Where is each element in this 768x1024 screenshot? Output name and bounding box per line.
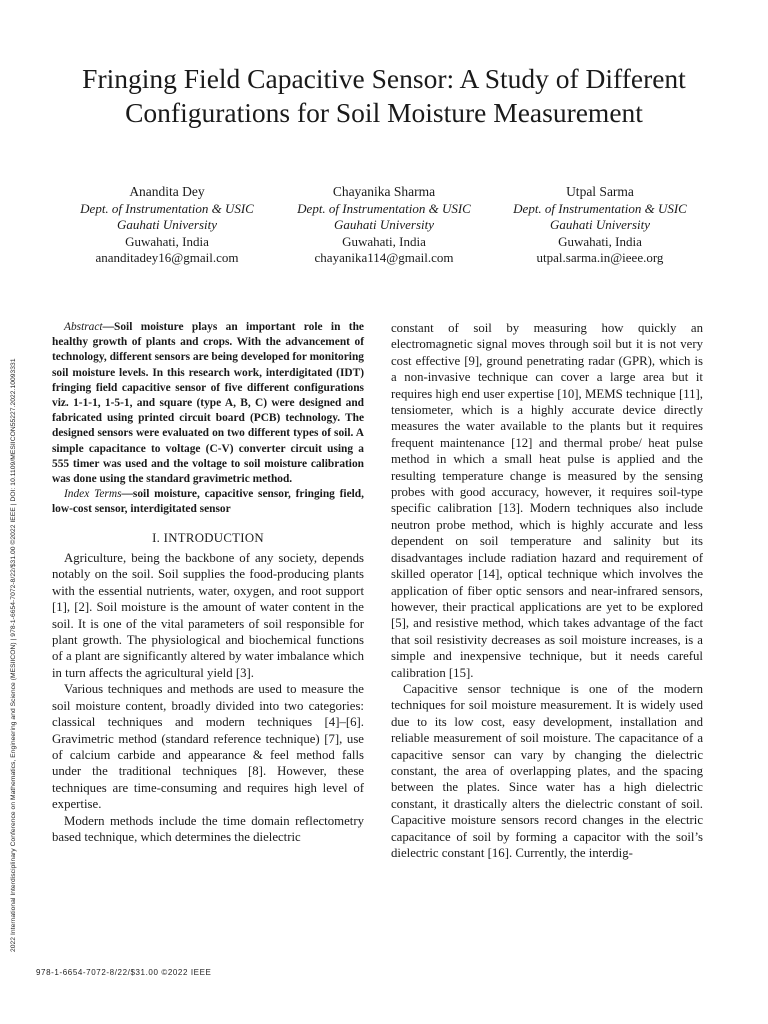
author-email: utpal.sarma.in@ieee.org (536, 250, 664, 265)
author-university: Gauhati University (333, 217, 434, 232)
body-paragraph: constant of soil by measuring how quickly an electromagnetic signal moves through soil but it is not very cost effective [9], ground penetrating radar (GPR), which is a non-invasive technique can cover a large area but it requires high end user expertise [10], MEMS technique [11], tensiometer, which is a highly accurate device directly measures the water available to the plants but it requires frequent maintenance [12] and thermal probe/ heat pulse method in which a small heat pulse is applied and the resulting temperature change is measured by the sensing probes with good accuracy, however, it requires soil-type specific calibration [13]. Modern techniques also include neutron probe method, which is highly accurate and less dependent on soil temperature and salinity but its disadvantages include radiation hazard and requirement of skilled operator [14], optical technique which involves the application of fiber optic sensors and near-infrared sensors, however, their practical applications are yet to be explored [5], and resistive method, which takes advantage of the fact that soil resistivity decreases as soil moisture increases, is a simple and inexpensive technique, but it needs careful calibration [15]. (391, 321, 703, 680)
right-column (391, 320, 703, 861)
author-name: Anandita Dey (129, 184, 205, 199)
abstract-text: —Soil moisture plays an important role in the healthy growth of plants and crops. With the advancement of technology, different sensors are being developed for monitoring soil moisture levels. In this research work, interdigitated (IDT) fringing field capacitive sensor of five different configurations viz. 1-1-1, 1-5-1, and square (type A, B, C) were designed and fabricated using printed circuit board (PCB) technology. The designed sensors were evaluated on two different types of soil. A simple capacitance to voltage (C-V) converter circuit using a 555 timer was used and the voltage to soil moisture calibration was done using the standard gravimetric method. (52, 321, 364, 486)
body-paragraph: Modern methods include the time domain reflectometry based technique, which determines the dielectric (52, 813, 364, 844)
author-block-2 (274, 184, 494, 267)
author-dept: Dept. of Instrumentation & USIC (80, 200, 254, 216)
author-name: Utpal Sarma (566, 184, 634, 199)
section-heading: I. INTRODUCTION (152, 530, 264, 545)
index-terms-label: Index Terms (64, 488, 122, 501)
author-dept: Dept. of Instrumentation & USIC (297, 200, 471, 216)
body-paragraph: Various techniques and methods are used to measure the soil moisture content, broadly divided into two categories: classical techniques and modern techniques [4]–[6]. Gravimetric method (standard reference technique) [7], use of calcium carbide and appearance & feel method falls under the traditional techniques [8]. However, these techniques are time-consuming and requires high level of expertise. (52, 682, 364, 812)
paper-title: Fringing Field Capacitive Sensor: A Study of Different Configurations for Soil Moisture Measurement (82, 63, 686, 128)
author-block-1 (57, 184, 277, 267)
footer-copyright: 978-1-6654-7072-8/22/$31.00 ©2022 IEEE (36, 968, 212, 977)
author-email: ananditadey16@gmail.com (95, 250, 239, 265)
left-column (52, 320, 364, 845)
author-email: chayanika114@gmail.com (314, 250, 454, 265)
abstract-label: Abstract (64, 321, 103, 333)
author-location: Guwahati, India (558, 233, 642, 249)
author-location: Guwahati, India (342, 233, 426, 249)
body-paragraph: Capacitive sensor technique is one of the modern techniques for soil moisture measurement. It is widely used due to its low cost, easy development, installation and reliable measurement of soil moisture. The capacitance of a capacitive sensor can vary by changing the dielectric constant, the area of overlapping plates, and the spacing between the plates. Since water has a high dielectric constant, it drastically alters the dielectric constant of soil. Capacitive moisture sensors record changes in the electric capacitance of soil by forming a capacitor with the soil’s dielectric constant [16]. Currently, the interdig- (391, 681, 703, 860)
author-name: Chayanika Sharma (332, 184, 436, 199)
author-university: Gauhati University (549, 217, 650, 232)
index-terms-text: —soil moisture, capacitive sensor, fringing field, low-cost sensor, interdigitated sensor (52, 488, 364, 516)
author-block-3 (490, 184, 710, 267)
author-location: Guwahati, India (125, 233, 209, 249)
side-identifier: 2022 International Interdisciplinary Conference on Mathematics, Engineering and Science (MESIICON) | 978-1-6654-7072-8/22/$31.00 ©2022 IEEE | DOI: 10.1109/MESIICON55227.2022.10093331 (10, 358, 17, 952)
index-terms (52, 487, 364, 517)
body-paragraph: Agriculture, being the backbone of any society, depends notably on the soil. Soil supplies the food-producing plants with the essential nutrients, water, oxygen, and root support [1], [2]. Soil moisture is the amount of water content in the soil. It is one of the vital parameters of soil responsible for plant growth. The physiological and biochemical functions of a plant are significantly altered by water imbalance which in turn affects the agricultural yield [3]. (52, 551, 364, 680)
author-dept: Dept. of Instrumentation & USIC (513, 200, 687, 216)
author-university: Gauhati University (116, 217, 217, 232)
abstract (52, 320, 364, 487)
